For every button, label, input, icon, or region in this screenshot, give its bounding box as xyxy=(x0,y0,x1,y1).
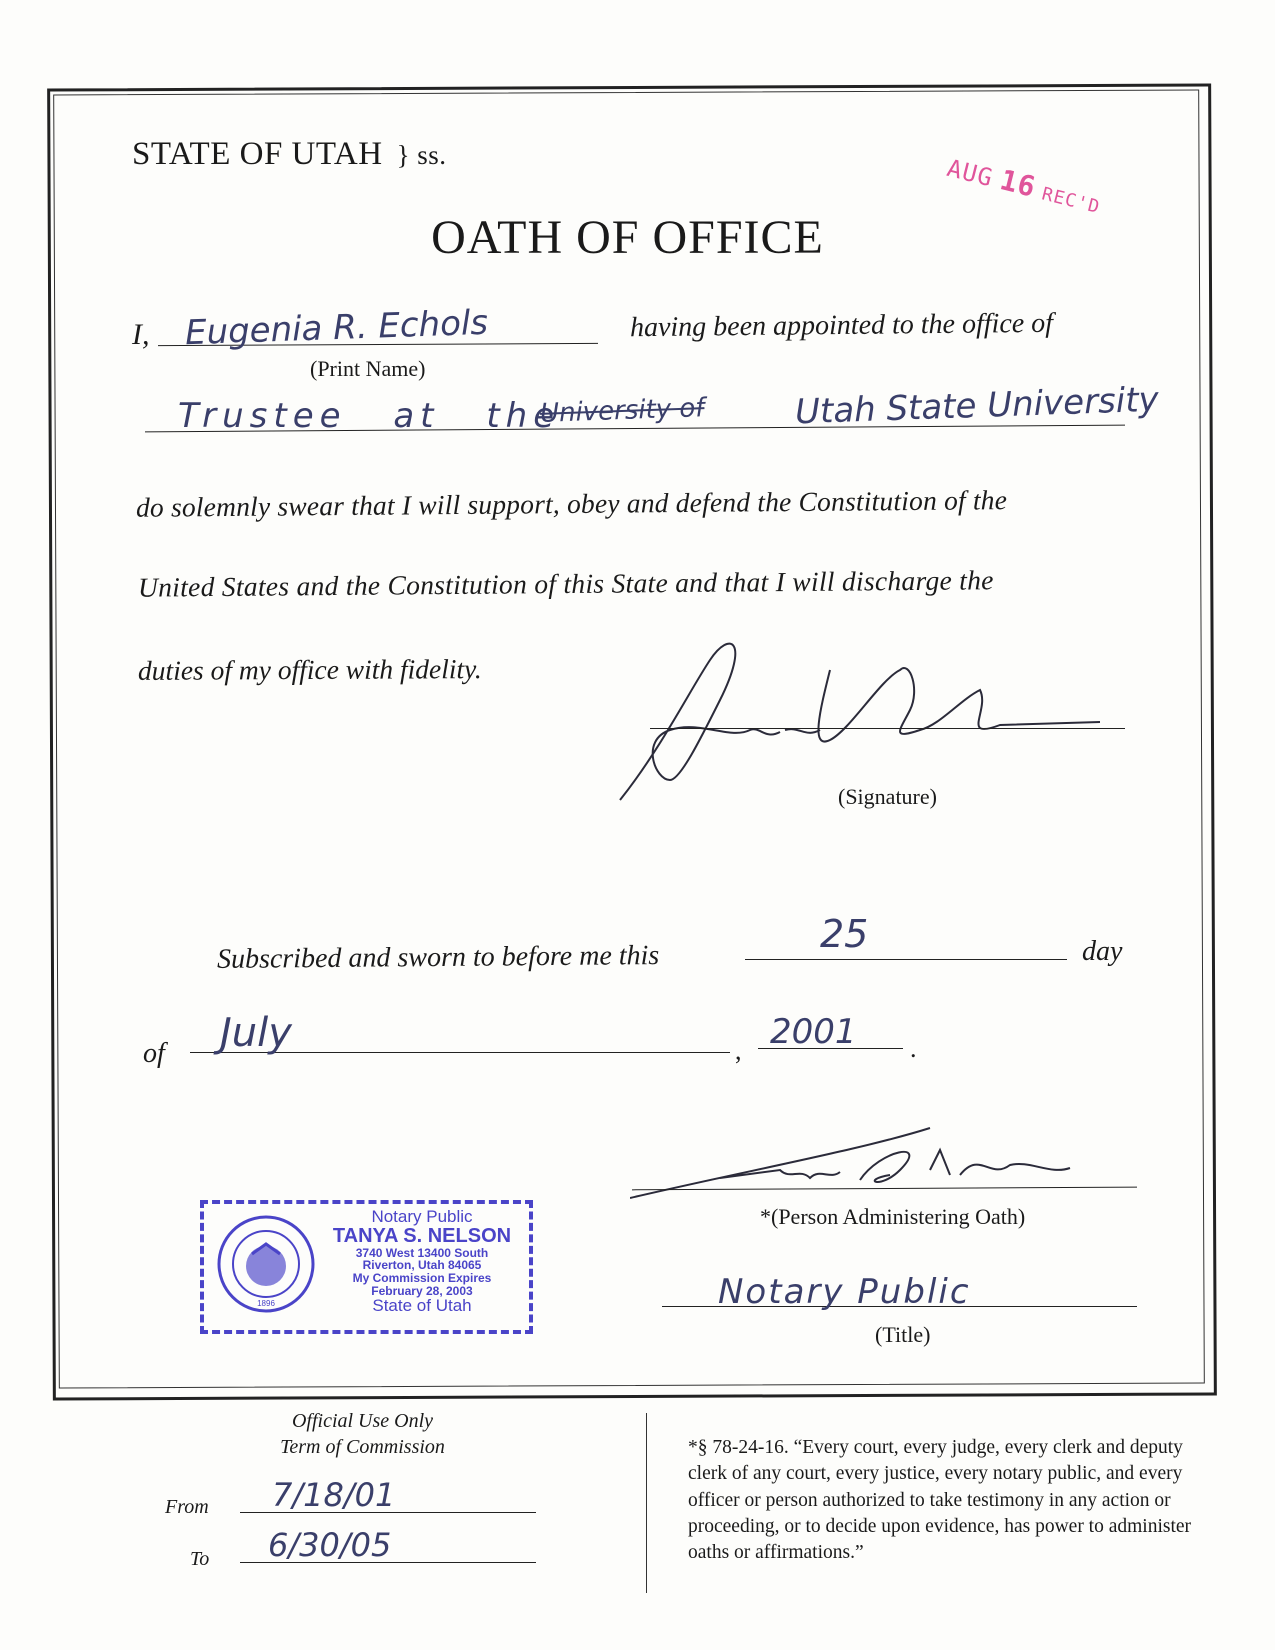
appointed-text: having been appointed to the office of xyxy=(629,307,1054,344)
stamp-month: AUG xyxy=(944,153,997,193)
venue-state: STATE OF UTAH xyxy=(132,136,383,172)
venue-heading xyxy=(132,136,447,173)
oath-prefix: I, xyxy=(132,318,150,351)
from-value: 7/18/01 xyxy=(272,1476,396,1514)
title-value: Notary Public xyxy=(718,1272,971,1312)
official-use-heading xyxy=(250,1408,475,1460)
oath-body-line-3: duties of my office with fidelity. xyxy=(137,653,482,686)
page-title: OATH OF OFFICE xyxy=(431,211,824,264)
year-value: 2001 xyxy=(770,1012,857,1052)
oath-body-line-1: do solemnly swear that I will support, obey and defend the Constitution of the xyxy=(135,484,1008,523)
official-use-line-2: Term of Commission xyxy=(280,1436,445,1458)
stamp-line-1: Notary Public xyxy=(371,1207,473,1226)
state-seal-icon xyxy=(216,1214,316,1314)
to-value: 6/30/05 xyxy=(268,1526,392,1564)
stamp-line-4: Riverton, Utah 84065 xyxy=(362,1258,482,1273)
office-value: Trustee at the xyxy=(178,396,561,436)
period: . xyxy=(910,1034,917,1063)
notary-stamp xyxy=(200,1200,533,1334)
oath-body-line-2: United States and the Constitution of this State and that I will discharge the xyxy=(137,564,994,603)
office-value-2: Utah State University xyxy=(794,379,1160,433)
subscribed-text: Subscribed and sworn to before me this xyxy=(216,940,660,975)
title-caption: (Title) xyxy=(875,1322,931,1347)
office-struck: University of xyxy=(539,393,705,429)
signature-line xyxy=(650,728,1125,729)
stamp-line-3: 3740 West 13400 South xyxy=(355,1245,489,1260)
official-use-line-1: Official Use Only xyxy=(291,1410,434,1432)
signature-caption: (Signature) xyxy=(838,784,937,809)
stamp-line-5: My Commission Expires xyxy=(352,1271,492,1286)
day-value: 25 xyxy=(820,912,869,956)
from-label: From xyxy=(165,1496,209,1518)
to-label: To xyxy=(190,1548,210,1570)
stamp-recd: REC'D xyxy=(1039,183,1103,219)
seal-year: 1896 xyxy=(257,1299,275,1308)
administering-caption: *(Person Administering Oath) xyxy=(760,1204,1026,1229)
venue-ss: } ss. xyxy=(396,140,447,170)
comma: , xyxy=(735,1036,742,1065)
statute-note: *§ 78-24-16. “Every court, every judge, every clerk and deputy clerk of any court, every justice, every notary public, and every officer or person authorized to take testimony in any action or proceeding, or to decide upon evidence, has power to administer oaths or affirmations.” xyxy=(688,1437,1192,1564)
stamp-line-6: February 28, 2003 xyxy=(371,1283,473,1298)
footer-divider xyxy=(646,1413,647,1593)
of-label: of xyxy=(143,1038,165,1069)
stamp-day: 16 xyxy=(996,163,1040,204)
day-line xyxy=(745,959,1067,960)
print-name-caption: (Print Name) xyxy=(310,356,426,381)
month-value: July xyxy=(220,1010,292,1056)
day-label: day xyxy=(1082,936,1123,967)
stamp-line-2: TANYA S. NELSON xyxy=(332,1224,512,1247)
print-name-value: Eugenia R. Echols xyxy=(184,302,489,354)
stamp-line-7: State of Utah xyxy=(372,1296,472,1316)
